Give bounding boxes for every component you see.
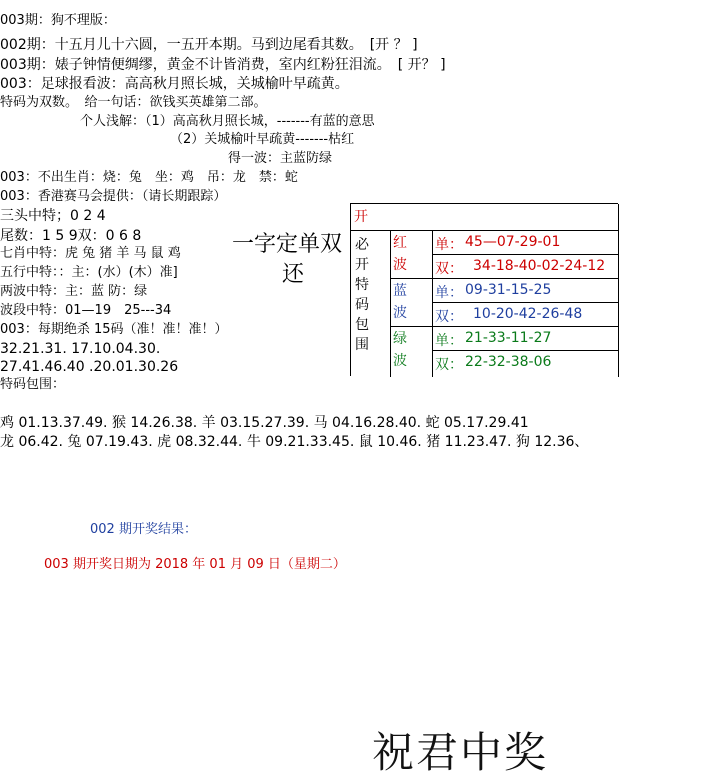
riddle-line-002: 002期：十五月儿十六圆，一五开本期。马到边尾看其数。 [开 ？ ] <box>0 37 418 53</box>
red-double-row <box>433 255 619 279</box>
green-double-numbers: 22-32-38-06 <box>465 354 552 370</box>
personal-interpretation-2: （2）关城榆叶早疏黄-------枯红 <box>170 132 355 147</box>
vertical-char: 开 <box>355 257 369 273</box>
handwritten-note-line2: 还 <box>282 262 305 287</box>
kill-codes-row-2: 27.41.46.40 .20.01.30.26 <box>0 359 179 375</box>
handwritten-note-line1: 一字定单双 <box>232 232 343 257</box>
wave-char: 波 <box>393 353 407 369</box>
single-label: 单： <box>435 237 463 253</box>
table-header <box>351 204 619 231</box>
table-header-label: 开 <box>354 209 368 225</box>
double-label: 双： <box>435 261 463 277</box>
kill-codes-title: 003：每期绝杀 15码（准！准！准！） <box>0 322 228 337</box>
single-label: 单： <box>435 333 463 349</box>
vertical-char: 包 <box>355 317 369 333</box>
special-code-hint: 特码为双数。 给一句话：欲钱买英雄第二部。 <box>0 95 267 110</box>
wave-segment: 波段中特：01—19 25---34 <box>0 303 172 318</box>
blessing-text: 祝君中奖 <box>372 728 549 777</box>
wave-char: 绿 <box>393 331 407 347</box>
special-code-table <box>350 203 618 376</box>
jockey-club-line: 003：香港赛马会提供：（请长期跟踪） <box>0 189 227 204</box>
kill-codes-row-1: 32.21.31. 17.10.04.30. <box>0 341 161 357</box>
red-single-numbers: 45—07-29-01 <box>465 234 561 250</box>
personal-interpretation-1: 个人浅解：（1）高高秋月照长城，-------有蓝的意思 <box>80 114 375 129</box>
vertical-label <box>351 231 391 377</box>
vertical-char: 围 <box>355 337 369 353</box>
five-elements: 五行中特：：主：(水）(木）准] <box>0 265 178 280</box>
blue-single-row <box>433 279 619 303</box>
double-label: 双： <box>435 309 463 325</box>
wave-green <box>391 327 433 377</box>
wave-char: 红 <box>393 235 407 251</box>
wave-blue <box>391 279 433 327</box>
red-single-row <box>433 231 619 255</box>
green-double-row <box>433 351 619 377</box>
football-line: 003：足球报看波：高高秋月照长城，关城榆叶早疏黄。 <box>0 76 349 92</box>
two-waves: 两波中特：主：蓝 防：绿 <box>0 284 148 299</box>
green-single-numbers: 21-33-11-27 <box>465 330 552 346</box>
wave-char: 波 <box>393 257 407 273</box>
riddle-line-003: 003期：婊子钟情便绸缪，黄金不计皆消费，室内红粉狂泪流。 [ 开？ ] <box>0 57 446 73</box>
special-code-range-label: 特码包围： <box>0 377 66 392</box>
single-label: 单： <box>435 285 463 301</box>
wave-red <box>391 231 433 279</box>
double-label: 双： <box>435 357 463 373</box>
draw-date: 003 期开奖日期为 2018 年 01 月 09 日（星期二） <box>44 557 346 572</box>
seven-zodiacs: 七肖中特：虎 兔 猪 羊 马 鼠 鸡 <box>0 246 181 261</box>
tail-numbers: 尾数：1 5 9双：0 6 8 <box>0 228 142 244</box>
wave-char: 波 <box>393 305 407 321</box>
wave-conclusion: 得一波：主蓝防绿 <box>228 151 333 166</box>
red-double-numbers: 34-18-40-02-24-12 <box>473 258 606 274</box>
issue-title: 003期：狗不理版： <box>0 13 116 28</box>
vertical-char: 必 <box>355 237 369 253</box>
zodiac-numbers-line-2: 龙 06.42. 兔 07.19.43. 虎 08.32.44. 牛 09.21.33.45. 鼠 10.46. 猪 11.23.47. 狗 12.36、 <box>0 434 589 450</box>
result-title: 002 期开奖结果： <box>90 522 197 537</box>
blue-double-row <box>433 303 619 327</box>
three-heads: 三头中特；0 2 4 <box>0 208 106 224</box>
blue-double-numbers: 10-20-42-26-48 <box>473 306 583 322</box>
green-single-row <box>433 327 619 351</box>
blue-single-numbers: 09-31-15-25 <box>465 282 552 298</box>
wave-char: 蓝 <box>393 283 407 299</box>
vertical-char: 码 <box>355 297 369 313</box>
excluded-zodiacs: 003：不出生肖：烧：兔 坐：鸡 吊：龙 禁：蛇 <box>0 170 298 185</box>
vertical-char: 特 <box>355 277 369 293</box>
zodiac-numbers-line-1: 鸡 01.13.37.49. 猴 14.26.38. 羊 03.15.27.39. 马 04.16.28.40. 蛇 05.17.29.41 <box>0 415 529 431</box>
